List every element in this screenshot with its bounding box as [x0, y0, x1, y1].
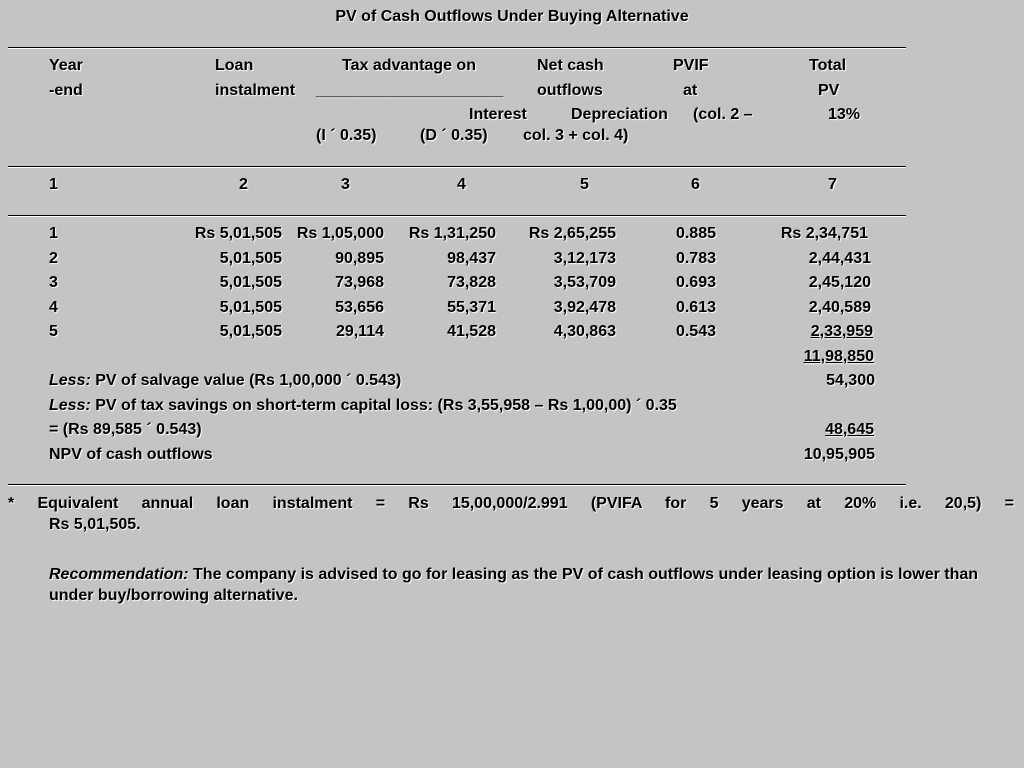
npv-value: 10,95,905	[803, 446, 875, 463]
header-pvif-rate: 13%	[828, 106, 861, 123]
header-tax-advantage: Tax advantage on	[342, 57, 476, 74]
cell-depreciation: 41,528	[447, 323, 496, 340]
header-net-formula-1: (col. 2 –	[693, 106, 753, 123]
recommendation-text: The company is advised to go for leasing as the PV of cash outflows under leasing option is lower than under buy/borrowing alternative.	[49, 566, 979, 604]
cell-net: Rs 2,65,255	[528, 225, 616, 242]
tax-savings-line	[49, 396, 677, 415]
cell-year: 1	[49, 225, 58, 242]
cell-interest: 29,114	[335, 323, 384, 340]
footnote-word: (PVIFA	[590, 495, 642, 512]
cell-pv: 2,45,120	[808, 274, 871, 291]
tax-savings-calc: = (Rs 89,585 ´ 0.543)	[49, 421, 202, 438]
cell-depreciation: 55,371	[447, 299, 496, 316]
header-total: Total	[809, 57, 847, 74]
footnote-word: 20%	[844, 495, 877, 512]
header-top-rule	[8, 47, 906, 48]
cell-pv: 2,33,959	[810, 323, 873, 340]
header-interest-formula: (I ´ 0.35)	[316, 127, 377, 144]
cell-pv: 2,40,589	[808, 299, 871, 316]
table-bottom-rule	[8, 484, 906, 485]
col-number-6: 6	[691, 176, 700, 193]
salvage-value: 54,300	[826, 372, 875, 389]
footnote-line-1	[8, 494, 1014, 513]
header-net-cash: Net cash	[537, 57, 604, 74]
table-top-rule	[8, 215, 906, 216]
col-number-4: 4	[457, 176, 466, 193]
cell-year: 5	[49, 323, 58, 340]
cell-loan: 5,01,505	[219, 299, 282, 316]
footnote-word: for	[665, 495, 687, 512]
header-pvif: PVIF	[673, 57, 709, 74]
footnote-word: instalment	[272, 495, 353, 512]
cell-depreciation: 73,828	[447, 274, 496, 291]
cell-net: 3,12,173	[553, 250, 616, 267]
footnote-word: Equivalent	[37, 495, 119, 512]
col-number-2: 2	[239, 176, 248, 193]
footnote-word: i.e.	[899, 495, 922, 512]
cell-loan: Rs 5,01,505	[194, 225, 282, 242]
cell-year: 3	[49, 274, 58, 291]
cell-depreciation: 98,437	[447, 250, 496, 267]
tax-savings-value: 48,645	[825, 421, 874, 438]
salvage-text: PV of salvage value (Rs 1,00,000 ´ 0.543)	[95, 372, 402, 389]
header-outflows: outflows	[537, 82, 603, 99]
tax-savings-text: PV of tax savings on short-term capital loss: (Rs 3,55,958 – Rs 1,00,00) ´ 0.35	[95, 397, 677, 414]
col-number-3: 3	[341, 176, 350, 193]
recommendation-label: Recommendation:	[49, 566, 189, 583]
cell-net: 3,92,478	[553, 299, 616, 316]
header-year-end: -end	[49, 82, 83, 99]
header-tax-underline: ______________________	[316, 82, 503, 99]
header-pv: PV	[818, 82, 840, 99]
cell-pvif: 0.693	[675, 274, 716, 291]
footnote-word: *	[8, 495, 15, 512]
col-number-5: 5	[580, 176, 589, 193]
footnote-word: 20,5)	[944, 495, 982, 512]
cell-loan: 5,01,505	[219, 250, 282, 267]
cell-pv: 2,44,431	[808, 250, 871, 267]
cell-pvif: 0.885	[675, 225, 716, 242]
header-year: Year	[49, 57, 83, 74]
footnote-word: =	[375, 495, 386, 512]
footnote-word: annual	[141, 495, 194, 512]
salvage-line	[49, 371, 401, 390]
cell-pvif: 0.613	[675, 299, 716, 316]
col-number-1: 1	[49, 176, 58, 193]
header-loan: Loan	[215, 57, 254, 74]
less-label: Less:	[49, 372, 91, 389]
less-label: Less:	[49, 397, 91, 414]
header-interest: Interest	[469, 106, 527, 123]
header-bottom-rule	[8, 166, 906, 167]
footnote-word: loan	[216, 495, 250, 512]
cell-loan: 5,01,505	[219, 274, 282, 291]
footnote-word: 5	[709, 495, 719, 512]
header-depreciation: Depreciation	[571, 106, 668, 123]
header-instalment: instalment	[215, 82, 296, 99]
footnote-line-2: Rs 5,01,505.	[49, 516, 141, 533]
cell-net: 4,30,863	[553, 323, 616, 340]
cell-pvif: 0.783	[675, 250, 716, 267]
cell-pv: Rs 2,34,751	[780, 225, 868, 242]
subtotal-value: 11,98,850	[803, 348, 874, 365]
footnote-word: years	[741, 495, 784, 512]
cell-year: 4	[49, 299, 58, 316]
cell-year: 2	[49, 250, 58, 267]
page-title: PV of Cash Outflows Under Buying Alternative	[335, 8, 689, 25]
npv-label: NPV of cash outflows	[49, 446, 213, 463]
footnote-word: Rs	[408, 495, 429, 512]
recommendation-paragraph	[49, 564, 1019, 606]
cell-depreciation: Rs 1,31,250	[408, 225, 496, 242]
header-net-formula-2: col. 3 + col. 4)	[523, 127, 629, 144]
cell-pvif: 0.543	[675, 323, 716, 340]
footnote-word: =	[1004, 495, 1014, 512]
cell-interest: 53,656	[335, 299, 384, 316]
col-number-7: 7	[828, 176, 837, 193]
cell-net: 3,53,709	[553, 274, 616, 291]
footnote-word: at	[806, 495, 821, 512]
header-depreciation-formula: (D ´ 0.35)	[420, 127, 488, 144]
footnote-word: 15,00,000/2.991	[451, 495, 568, 512]
cell-interest: Rs 1,05,000	[296, 225, 384, 242]
cell-interest: 73,968	[335, 274, 384, 291]
header-pvif-at: at	[683, 82, 698, 99]
cell-loan: 5,01,505	[219, 323, 282, 340]
cell-interest: 90,895	[335, 250, 384, 267]
